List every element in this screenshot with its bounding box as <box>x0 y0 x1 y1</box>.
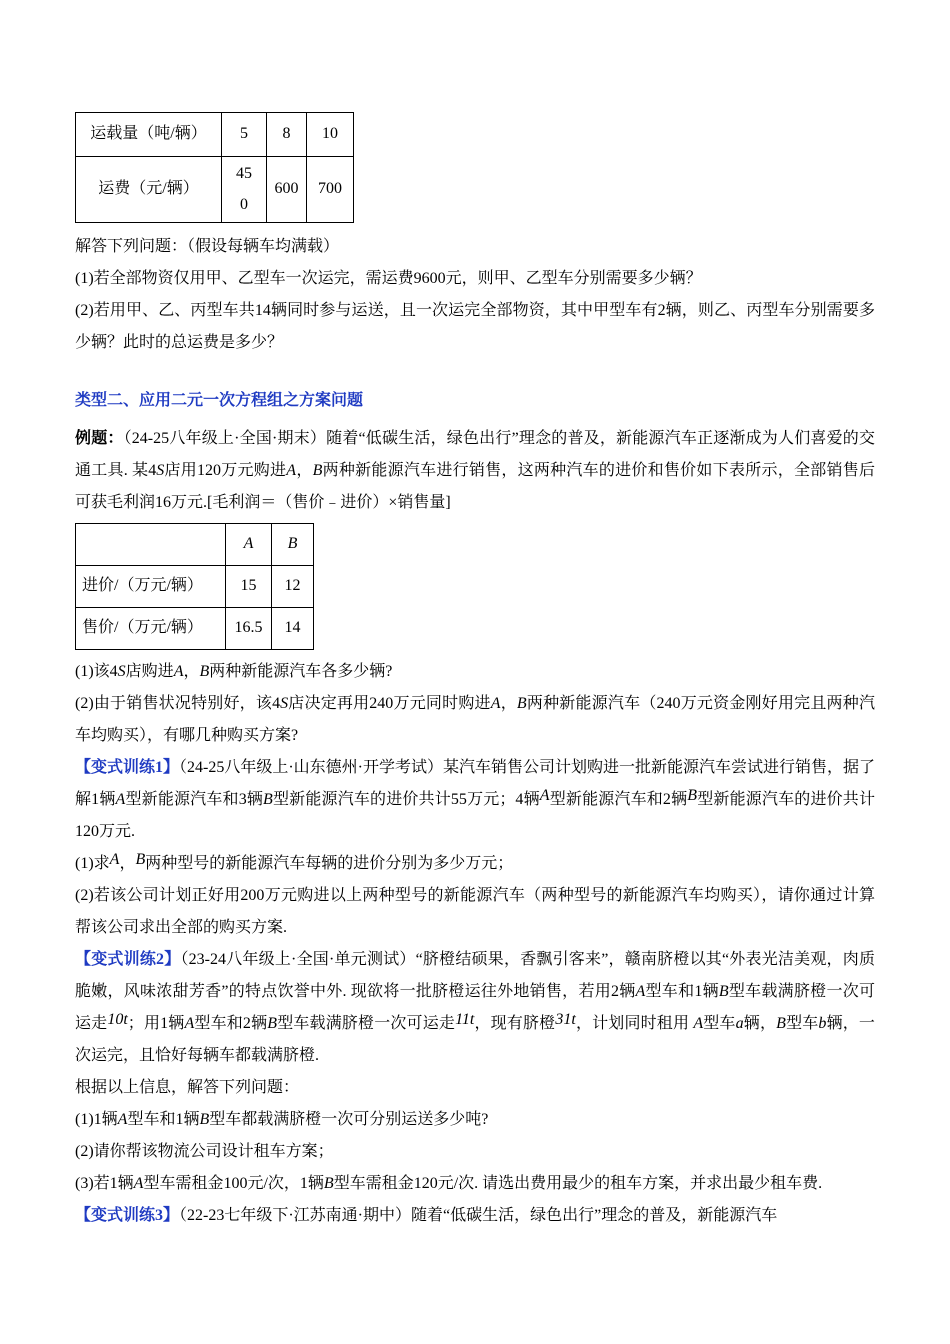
variant-exercise-1 <box>75 752 875 848</box>
math-variable: B <box>199 1111 210 1128</box>
table-row <box>76 608 314 650</box>
table-cell: 运载量（吨/辆） <box>76 113 222 157</box>
variant-exercise-2 <box>75 944 875 1072</box>
text-run: （22-23七年级下·江苏南通·期中）随着“低碳生活，绿色出行”理念的普及，新能源汽车 <box>179 1207 778 1224</box>
math-variable: 31t <box>555 1011 576 1028</box>
text-run: 型车和2辆 <box>194 1015 268 1032</box>
text-run: (2)若该公司计划正好用200万元购进以上两种型号的新能源汽车（两种型号的新能源汽车均购买），请你通过计算帮该公司求出全部的购买方案. <box>75 887 875 936</box>
math-variable: A <box>539 787 550 804</box>
question-1 <box>75 263 875 295</box>
table-cell: 5 <box>222 113 267 157</box>
math-variable: S <box>117 663 126 680</box>
text-run: ， <box>119 855 136 872</box>
text-run: ， <box>183 663 200 680</box>
table-row <box>76 113 354 157</box>
text-run: (1)该4 <box>75 663 118 680</box>
text-run: 两种新能源汽车进行销售，这两种汽车的进价和售价如下表所示，全部销售后可获毛利润16万元.[毛利润＝（售价﹣进价）×销售量] <box>75 462 875 511</box>
text-run: ，现有脐橙 <box>474 1015 556 1032</box>
table-cell: 600 <box>267 157 307 223</box>
math-variable: B <box>267 1015 278 1032</box>
text-run: 店购进 <box>125 663 174 680</box>
text-run: ；用1辆 <box>127 1015 185 1032</box>
text-run: (1)1辆 <box>75 1111 118 1128</box>
variant2-intro <box>75 1072 875 1104</box>
math-variable: b <box>818 1015 827 1032</box>
math-variable: A <box>635 983 646 1000</box>
math-variable: A <box>173 663 184 680</box>
math-variable: B <box>718 983 729 1000</box>
text-run: (1)若全部物资仅用甲、乙型车一次运完，需运费9600元，则甲、乙型车分别需要多少辆？ <box>75 270 702 287</box>
text-run: 两种新能源汽车各多少辆? <box>209 663 393 680</box>
text-run: 型车载满脐橙一次可运走 <box>277 1015 456 1032</box>
heading-label: 【变式训练2】 <box>75 951 181 968</box>
math-variable: 10t <box>107 1011 128 1028</box>
text-run: 型车 <box>703 1015 736 1032</box>
text-run: ， <box>500 695 517 712</box>
table-cell: 450 <box>222 157 267 223</box>
math-variable: a <box>735 1015 744 1032</box>
math-variable: B <box>687 787 698 804</box>
text-run: (2)若用甲、乙、丙型车共14辆同时参与运送，且一次运完全部物资，其中甲型车有2辆，则乙、丙型车分别需要多少辆？此时的总运费是多少？ <box>75 302 875 351</box>
freight-table <box>75 112 354 223</box>
text-run: (1)求 <box>75 855 110 872</box>
example-problem <box>75 423 875 519</box>
math-variable: B <box>323 1175 334 1192</box>
example-question-2 <box>75 688 875 752</box>
table-cell: 8 <box>267 113 307 157</box>
math-variable: A <box>184 1015 195 1032</box>
text-run: （23-24八年级上·全国·单元测试）“脐橙结硕果，香飘引客来”，赣南脐橙以其“外表光洁美观，肉质脆嫩，风味浓甜芳香”的特点饮誉中外. 现欲将一批脐橙运往外地销售，若用2辆 <box>75 951 875 1000</box>
math-variable: A <box>117 1111 128 1128</box>
variant2-question-1 <box>75 1104 875 1136</box>
math-variable: B <box>199 663 210 680</box>
text-run: 辆， <box>743 1015 777 1032</box>
math-variable: B <box>312 462 323 479</box>
math-variable: B <box>776 1015 786 1032</box>
text-run: 型车 <box>785 1015 819 1032</box>
table-cell: 进价/（万元/辆） <box>76 566 226 608</box>
text-run: 型车和1辆 <box>127 1111 200 1128</box>
text-run: 型车需租金120元/次. 请选出费用最少的租车方案，并求出最少租车费. <box>333 1175 823 1192</box>
text-run: (2)请你帮该物流公司设计租车方案； <box>75 1143 334 1160</box>
text-run: 型车需租金100元/次，1辆 <box>143 1175 324 1192</box>
text-run: 型新能源汽车和2辆 <box>549 791 688 808</box>
question-2 <box>75 295 875 359</box>
text-run: 型车载满脐橙一次可运走 <box>75 983 875 1032</box>
math-variable: A <box>693 1015 704 1032</box>
example-question-1 <box>75 656 875 688</box>
math-variable: A <box>115 791 126 808</box>
text-run: 型新能源汽车的进价共计120万元. <box>75 791 875 840</box>
heading-label: 类型二、应用二元一次方程组之方案问题 <box>75 392 364 409</box>
variant2-question-3 <box>75 1168 875 1200</box>
math-variable: B <box>263 791 273 808</box>
text-run: 型车都载满脐橙一次可分别运送多少吨? <box>209 1111 489 1128</box>
math-variable: B <box>516 695 527 712</box>
table-cell: 售价/（万元/辆） <box>76 608 226 650</box>
text-run: 型车和1辆 <box>645 983 719 1000</box>
table-row <box>76 524 314 566</box>
text-run: （24-25八年级上·山东德州·开学考试）某汽车销售公司计划购进一批新能源汽车尝试进行销售，据了解1辆 <box>75 759 876 808</box>
text-run: (3)若1辆 <box>75 1175 134 1192</box>
table-cell: 16.5 <box>226 608 272 650</box>
text-run: 型新能源汽车和3辆 <box>125 791 264 808</box>
heading-label: 【变式训练3】 <box>75 1207 180 1224</box>
text-run: ，计划同时租用 <box>575 1015 694 1032</box>
text-run: 两种新能源汽车（240万元资金刚好用完且两种汽车均购买），有哪几种购买方案? <box>75 695 875 744</box>
text-run: 店决定再用240万元同时购进 <box>288 695 491 712</box>
text-run: 两种型号的新能源汽车每辆的进价分别为多少万元； <box>145 855 514 872</box>
variant1-question-1 <box>75 848 875 880</box>
table-cell: 运费（元/辆） <box>76 157 222 223</box>
text-run: 辆，一次运完，且恰好每辆车都载满脐橙. <box>75 1015 875 1064</box>
text-run: ， <box>296 462 313 479</box>
text-run: 解答下列问题：（假设每辆车均满载） <box>75 238 340 255</box>
instructions-line <box>75 231 875 263</box>
math-variable: A <box>109 851 120 868</box>
math-variable: S <box>156 462 165 479</box>
table-cell: 15 <box>226 566 272 608</box>
table-cell <box>76 524 226 566</box>
variant1-question-2 <box>75 880 875 944</box>
variant2-question-2 <box>75 1136 875 1168</box>
table-cell: A <box>226 524 272 566</box>
text-run: 例题： <box>75 430 124 447</box>
table-cell: 700 <box>307 157 354 223</box>
text-run: （24-25八年级上·全国·期末）随着“低碳生活，绿色出行”理念的普及，新能源汽车正逐渐成为人们喜爱的交通工具. 某4 <box>75 430 875 479</box>
math-variable: A <box>490 695 501 712</box>
text-run: 店用120万元购进 <box>164 462 287 479</box>
math-variable: B <box>135 851 146 868</box>
math-variable: 11t <box>455 1011 475 1028</box>
variant-exercise-3 <box>75 1200 875 1232</box>
text-run: (2)由于销售状况特别好，该4 <box>75 695 281 712</box>
table-cell: 10 <box>307 113 354 157</box>
table-cell: 12 <box>272 566 314 608</box>
table-cell: B <box>272 524 314 566</box>
math-variable: S <box>280 695 289 712</box>
table-row <box>76 157 354 223</box>
text-run: 根据以上信息，解答下列问题： <box>75 1079 300 1096</box>
section-heading-type2 <box>75 385 875 417</box>
math-variable: A <box>286 462 297 479</box>
heading-label: 【变式训练1】 <box>75 759 180 776</box>
table-cell: 14 <box>272 608 314 650</box>
table-row <box>76 566 314 608</box>
price-table <box>75 523 314 650</box>
math-variable: A <box>133 1175 144 1192</box>
text-run: 型新能源汽车的进价共计55万元；4辆 <box>272 791 540 808</box>
